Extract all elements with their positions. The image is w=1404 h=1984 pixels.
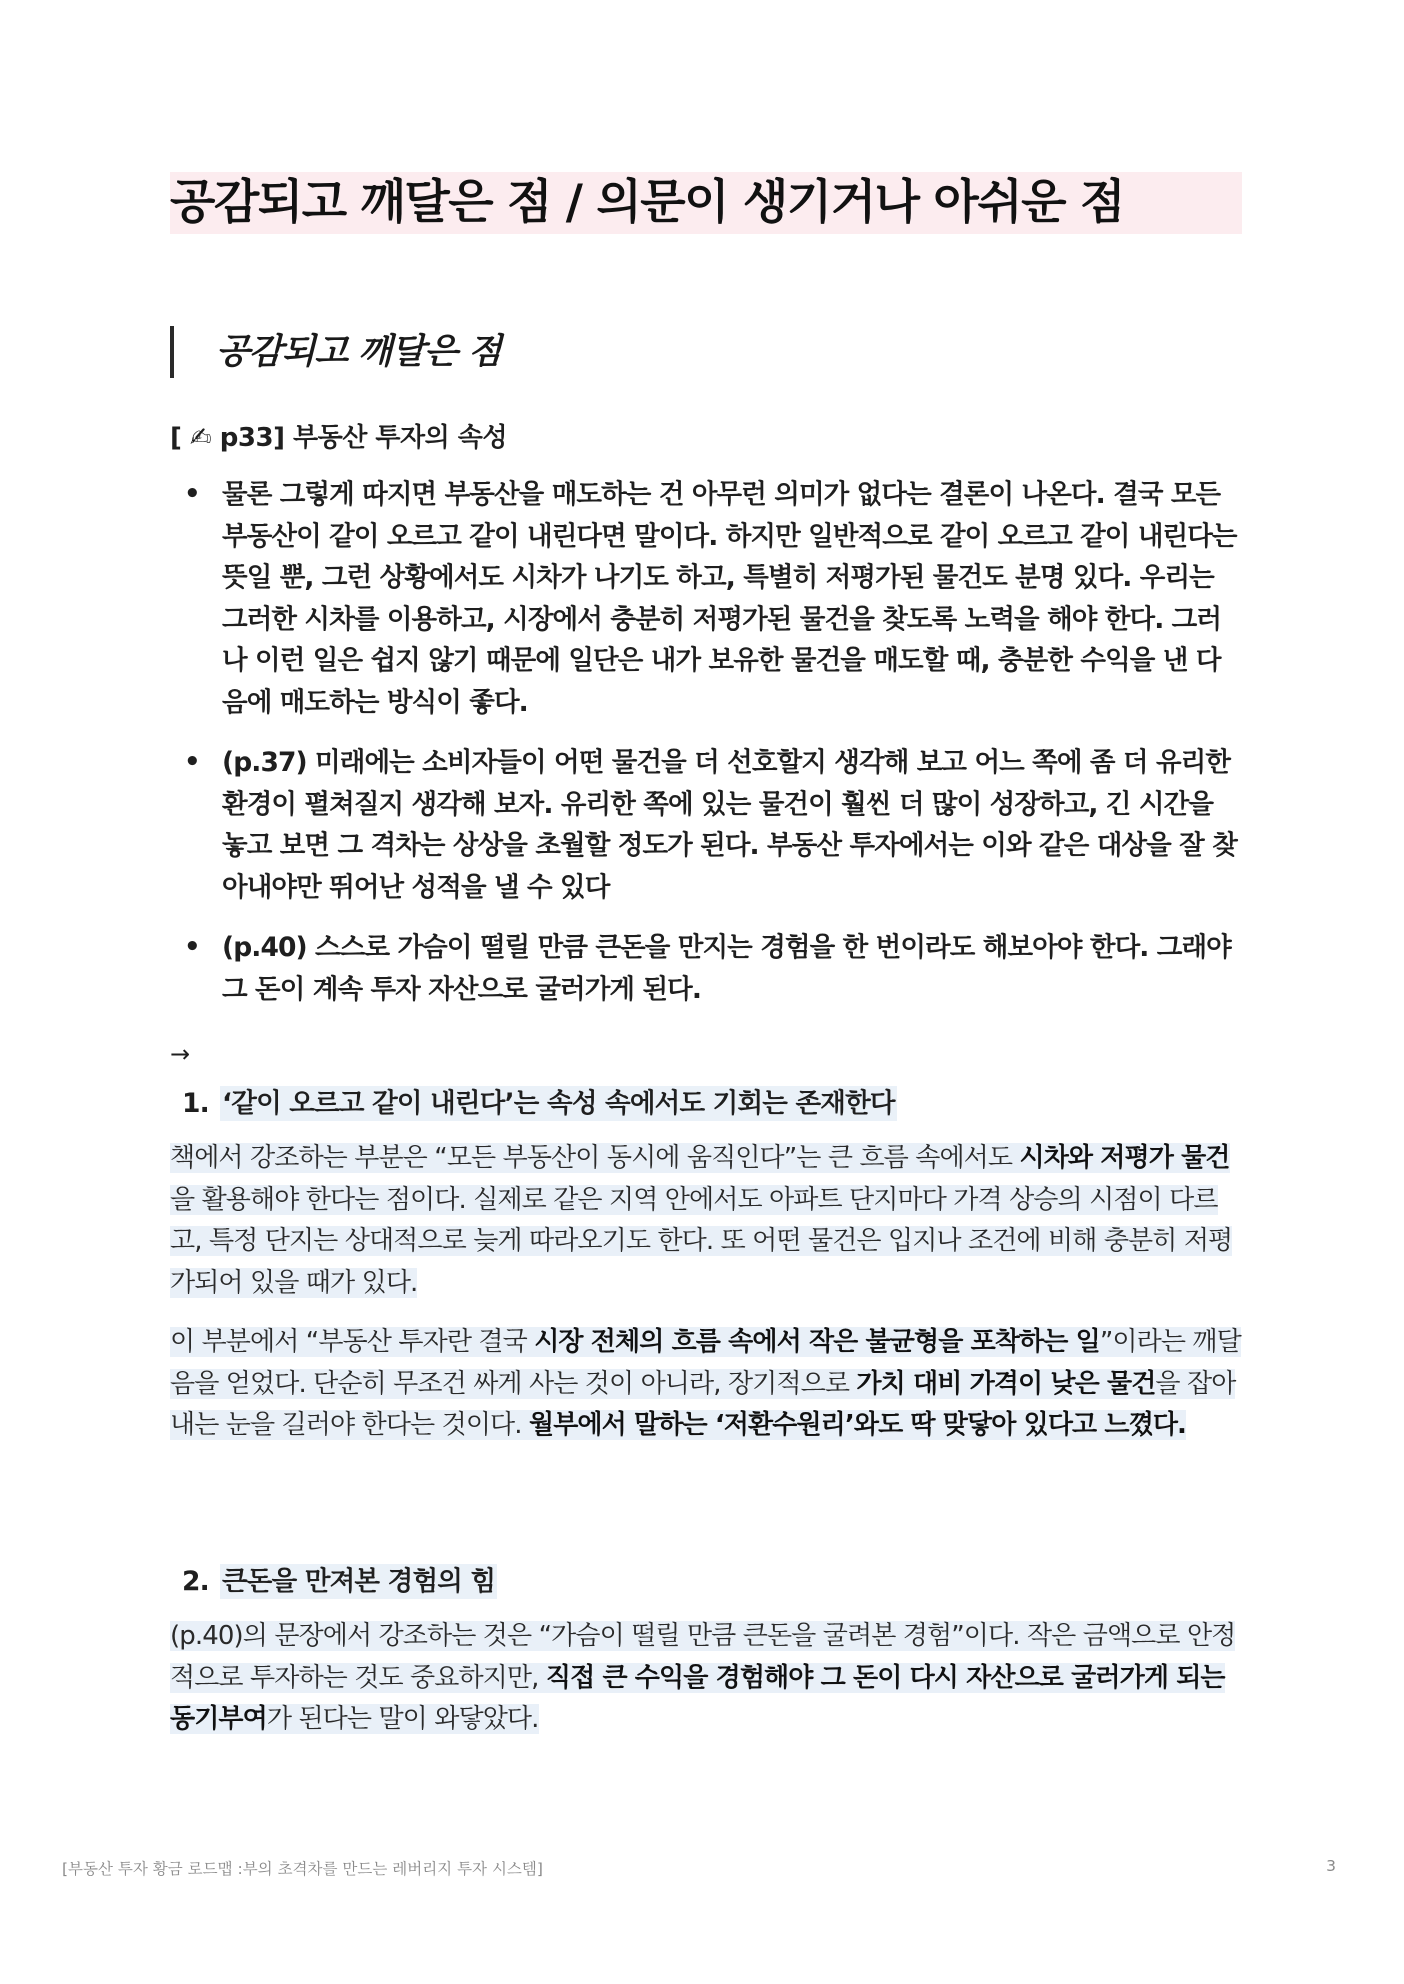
numbered-heading-text: 큰돈을 만져본 경험의 힘 [222,1566,496,1597]
section-heading: 공감되고 깨달은 점 [170,326,501,378]
page-footer: [부동산 투자 황금 로드맵 :부의 초격차를 만드는 레버리지 투자 시스템] [62,1860,543,1878]
bullet-item: • (p.40) 스스로 가슴이 떨릴 만큼 큰돈을 만지는 경험을 한 번이라도 해보아야 한다. 그래야 그 돈이 계속 투자 자산으로 굴러가게 된다. [170,927,1242,1010]
page-title: 공감되고 깨달은 점 / 의문이 생기거나 아쉬운 점 [170,172,1242,234]
text-run: (p.40)의 문장에서 강조하는 것은 “가슴이 떨릴 만큼 큰돈을 굴려본 경험”이다. 작은 금액으로 안정적으로 투자하는 것도 중요하지만, [170,1621,1236,1693]
list-number: 2. [182,1566,209,1597]
numbered-heading-text: ‘같이 오르고 같이 내린다’는 속성 속에서도 기회는 존재한다 [222,1088,895,1119]
text-run: 이 부분에서 “부동산 투자란 결국 [170,1327,535,1357]
paragraph [170,1616,1242,1741]
text-run: 책에서 강조하는 부분은 “모든 부동산이 동시에 움직인다”는 큰 흐름 속에서도 [170,1143,1020,1173]
bullet-item: • (p.37) 미래에는 소비자들이 어떤 물건을 더 선호할지 생각해 보고 어느 쪽에 좀 더 유리한 환경이 펼쳐질지 생각해 보자. 유리한 쪽에 있는 물건이 훨씬 더 많이 성장하고, 긴 시간을 놓고 보면 그 격차는 상상을 초월할 정도가 된다. 부동산 투자에서는 이와 같은 대상을 잘 찾아내야만 뛰어난 성적을 낼 수 있다 [170,742,1242,908]
text-run: 을 잡아내는 눈을 길러야 한다는 것이다. [170,1368,1236,1440]
bold-text-run: 직접 큰 수익을 경험해야 그 돈이 다시 자산으로 굴러가게 되는 동기부여 [170,1662,1225,1734]
bold-text-run: 시차와 저평가 물건 [1019,1143,1230,1173]
bullet-item: • 물론 그렇게 따지면 부동산을 매도하는 건 아무런 의미가 없다는 결론이 나온다. 결국 모든 부동산이 같이 오르고 같이 내린다면 말이다. 하지만 일반적으로 같이 오르고 같이 내린다는 뜻일 뿐, 그런 상황에서도 시차가 나기도 하고, 특별히 저평가된 물건도 분명 있다. 우리는 그러한 시차를 이용하고, 시장에서 충분히 저평가된 물건을 찾도록 노력을 해야 한다. 그러나 이런 일은 쉽지 않기 때문에 일단은 내가 보유한 물건을 매도할 때, 충분한 수익을 낸 다음에 매도하는 방식이 좋다. [170,474,1242,723]
text-run: 가 된다는 말이 와닿았다. [266,1704,539,1734]
bold-text-run: 월부에서 말하는 ‘저환수원리’와도 딱 맞닿아 있다고 느꼈다. [529,1410,1187,1440]
text-run: ”이라는 깨달음을 얻었다. 단순히 무조건 싸게 사는 것이 아니라, 장기적으로 [170,1327,1241,1399]
arrow-icon: → [170,1040,191,1068]
paragraph [170,1138,1242,1304]
paragraph [170,1322,1242,1447]
numbered-heading-2 [182,1560,497,1604]
bold-text-run: 가치 대비 가격이 낮은 물건 [856,1368,1156,1399]
page-number: 3 [1326,1857,1336,1875]
quote-bullet-list [170,474,1242,1029]
numbered-heading-1 [182,1082,897,1126]
bold-text-run: 시장 전체의 흐름 속에서 작은 불균형을 포착하는 일 [534,1327,1100,1357]
list-number: 1. [182,1088,209,1119]
reference-heading: [ ✍ p33] 부동산 투자의 속성 [170,423,508,453]
text-run: 을 활용해야 한다는 점이다. 실제로 같은 지역 안에서도 아파트 단지마다 가격 상승의 시점이 다르고, 특정 단지는 상대적으로 늦게 따라오기도 한다. 또 어떤 물건은 입지나 조건에 비해 충분히 저평가되어 있을 때가 있다. [170,1184,1233,1298]
